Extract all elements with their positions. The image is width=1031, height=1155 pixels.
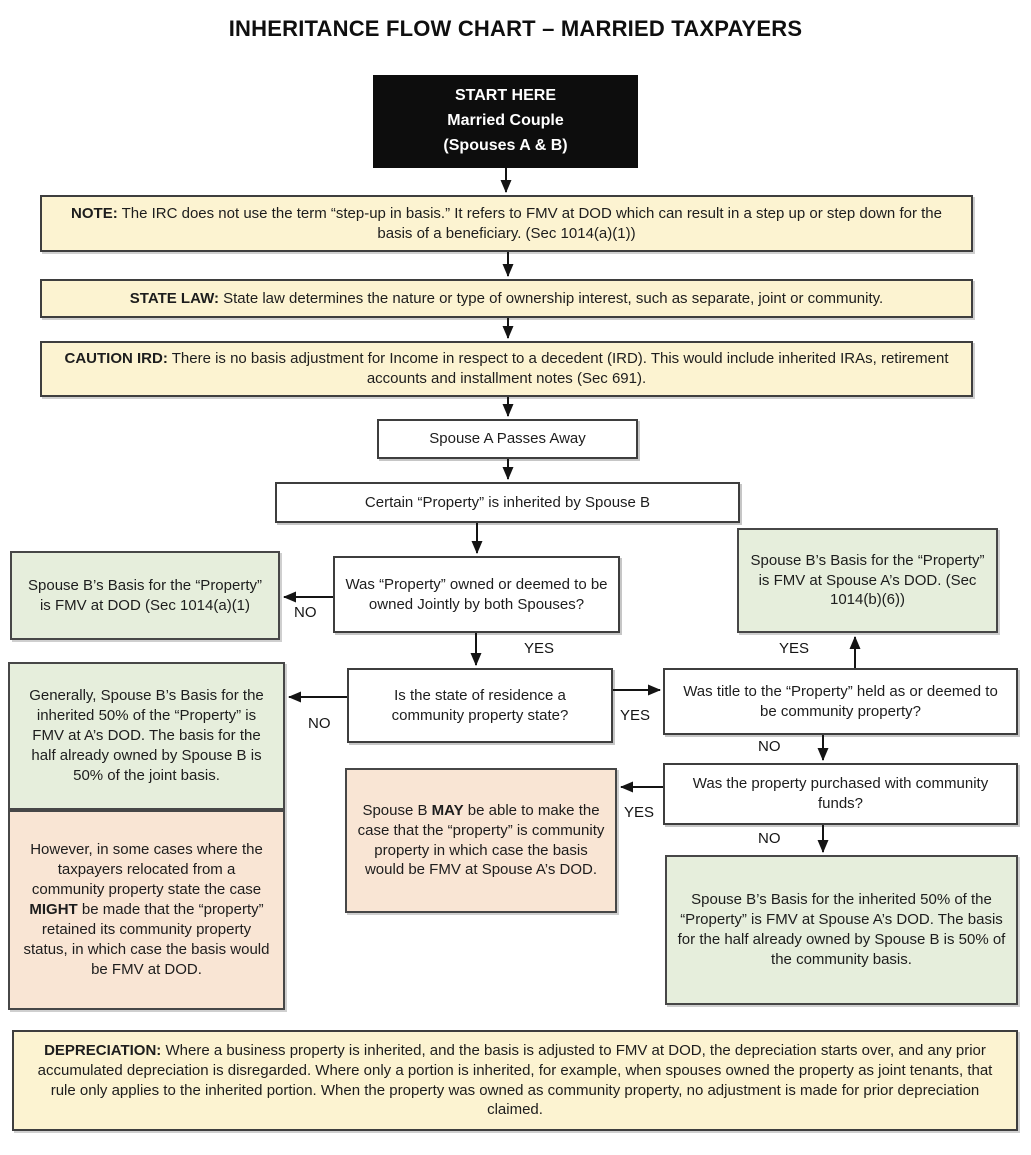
decision-community-state: Is the state of residence a community property state? bbox=[347, 668, 613, 743]
spouse-a-passes-node: Spouse A Passes Away bbox=[377, 419, 638, 459]
decision-community-funds: Was the property purchased with community funds? bbox=[663, 763, 1018, 825]
outcome-community-basis-50: Spouse B’s Basis for the inherited 50% of the “Property” is FMV at Spouse A’s DOD. The basis for the half already owned by Spouse B is 50% of the community basis. bbox=[665, 855, 1018, 1005]
outcome-basis-fmv-dod: Spouse B’s Basis for the “Property” is FMV at DOD (Sec 1014(a)(1) bbox=[10, 551, 280, 640]
edge-label-yes-jointly: YES bbox=[524, 640, 555, 657]
start-node bbox=[373, 75, 638, 168]
may-case-text: Spouse B MAY be able to make the case that the “property” is community property in which case the basis would be FMV at Spouse A’s DOD. bbox=[357, 801, 605, 879]
edge-label-yes-community-funds: YES bbox=[624, 804, 655, 821]
caution-ird-box bbox=[40, 341, 973, 397]
edge-label-yes-community-state: YES bbox=[620, 707, 651, 724]
depreciation-box bbox=[12, 1030, 1018, 1131]
depreciation-text: DEPRECIATION: Where a business property is inherited, and the basis is adjusted to FMV at DOD, the depreciation starts over, and any prior accumulated depreciation is disregarded. Where only a portion is inherited, for example, when spouses owned the property as joint tenants, that rule only applies to the inherited portion. When the property was owned as community property, no adjustment is made for prior depreciation claimed. bbox=[37, 1041, 993, 1119]
note-text: NOTE: The IRC does not use the term “step-up in basis.” It refers to FMV at DOD which can result in a step up or step down for the basis of a beneficiary. (Sec 1014(a)(1)) bbox=[71, 204, 942, 242]
note-box bbox=[40, 195, 973, 252]
start-line3: (Spouses A & B) bbox=[443, 136, 568, 154]
outcome-joint-basis-50: Generally, Spouse B’s Basis for the inherited 50% of the “Property” is FMV at A’s DOD. The basis for the half already owned by Spouse B is 50% of the joint basis. bbox=[8, 662, 285, 810]
note-relocated-might bbox=[8, 810, 285, 1010]
decision-owned-jointly: Was “Property” owned or deemed to be owned Jointly by both Spouses? bbox=[333, 556, 620, 633]
state-law-label: STATE LAW: bbox=[129, 289, 219, 307]
edge-label-no-jointly: NO bbox=[294, 604, 317, 621]
depreciation-label: DEPRECIATION: bbox=[44, 1041, 162, 1059]
state-law-text: STATE LAW: State law determines the nature or type of ownership interest, such as separate, joint or community. bbox=[129, 289, 884, 307]
edge-label-yes-title-community: YES bbox=[779, 640, 810, 657]
state-law-box bbox=[40, 279, 973, 318]
decision-title-community: Was title to the “Property” held as or deemed to be community property? bbox=[663, 668, 1018, 735]
outcome-may-case bbox=[345, 768, 617, 913]
edge-label-no-community-funds: NO bbox=[758, 830, 781, 847]
caution-ird-text: CAUTION IRD: There is no basis adjustment for Income in respect to a decedent (IRD). This would include inherited IRAs, retirement accounts and installment notes (Sec 691). bbox=[64, 350, 949, 387]
outcome-basis-fmv-spouse-a-dod: Spouse B’s Basis for the “Property” is FMV at Spouse A’s DOD. (Sec 1014(b)(6)) bbox=[737, 528, 998, 633]
start-line1: START HERE bbox=[454, 87, 557, 105]
page-title: INHERITANCE FLOW CHART – MARRIED TAXPAYERS bbox=[228, 16, 803, 41]
note-label: NOTE: bbox=[71, 204, 118, 222]
certain-property-node: Certain “Property” is inherited by Spouse B bbox=[275, 482, 740, 523]
relocated-might-text: However, in some cases where the taxpayers relocated from a community property state the case MIGHT be made that the “property” retained its community property status, in which case the basis would be FMV at DOD. bbox=[23, 841, 270, 978]
caution-ird-label: CAUTION IRD: bbox=[64, 350, 168, 368]
edge-label-no-title-community: NO bbox=[758, 738, 781, 755]
edge-label-no-community-state: NO bbox=[308, 715, 331, 732]
start-line2: Married Couple bbox=[447, 112, 564, 130]
